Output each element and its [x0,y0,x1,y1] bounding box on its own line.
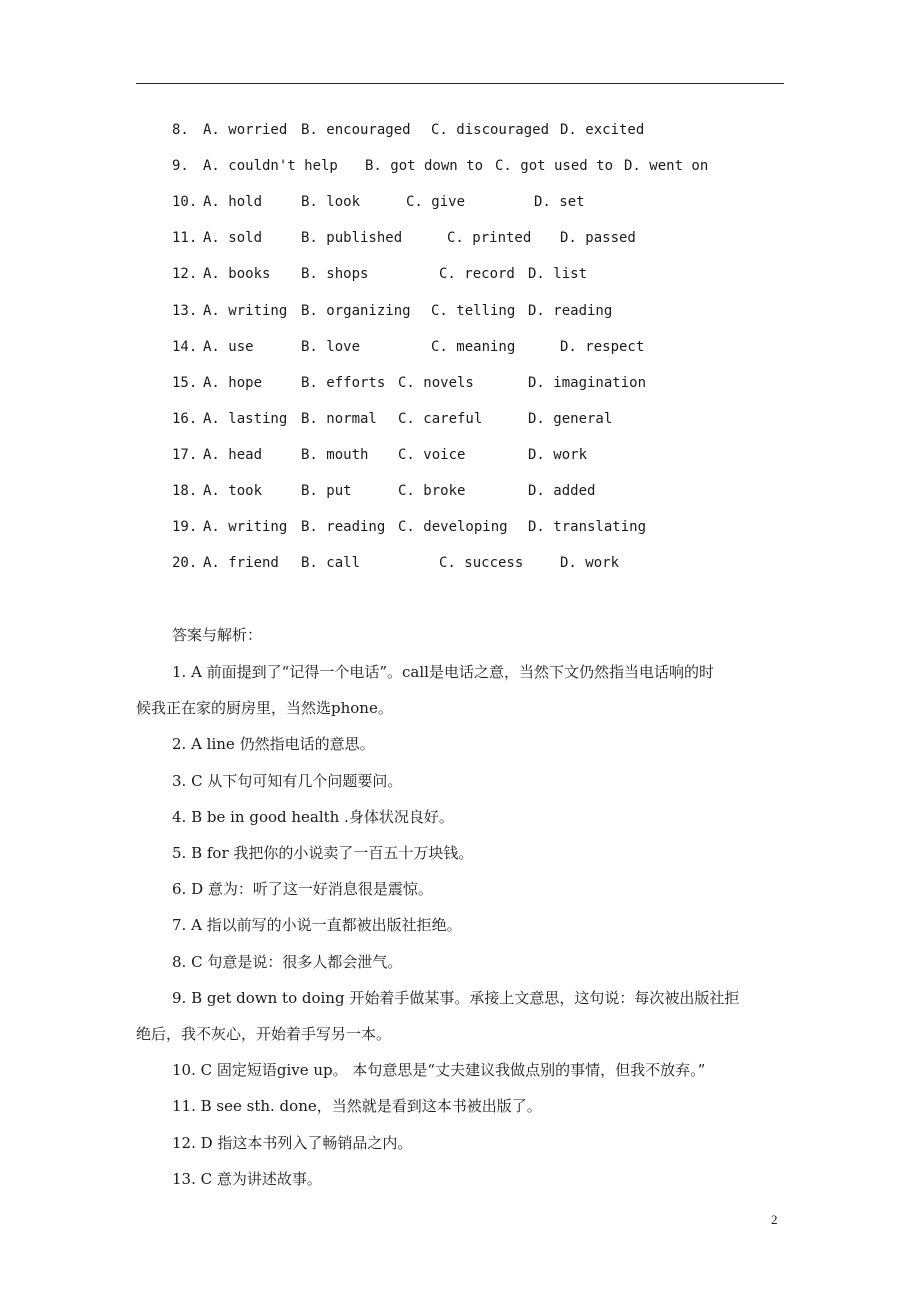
question-number: 13. [172,302,198,319]
question-number: 18. [172,483,198,499]
question-number: 8. [172,122,189,138]
option-d: D. translating [528,519,647,536]
question-number: 12. [172,266,198,283]
option-a: A. sold [203,230,263,247]
option-d: D. added [528,483,596,499]
option-a: A. hope [203,374,263,391]
option-b: B. put [301,483,352,499]
question-number: 10. [172,194,198,211]
option-d: D. work [528,446,588,463]
option-d: D. respect [560,338,645,355]
answer-explanation: 5. B for 我把你的小说卖了一百五十万块钱。 [172,844,474,862]
option-b: B. mouth [301,446,369,463]
option-b: B. got down to [365,158,484,175]
answer-explanation: 1. A 前面提到了“记得一个电话”。call是电话之意，当然下文仍然指当电话响的时 [172,663,714,681]
option-c: C. discouraged [431,122,550,138]
answer-explanation: 8. C 句意是说：很多人都会泄气。 [172,952,403,971]
option-d: D. work [560,555,620,572]
option-c: C. printed [447,230,532,247]
option-a: A. lasting [203,410,288,427]
option-a: A. couldn't help [203,158,338,175]
option-b: B. normal [301,410,377,427]
option-a: A. use [203,338,254,355]
answer-explanation: 4. B be in good health .身体状况良好。 [172,807,454,826]
option-c: C. broke [398,483,466,499]
option-c: C. novels [398,374,474,391]
question-number: 17. [172,446,198,463]
option-b: B. published [301,230,403,247]
answer-explanation: 11. B see sth. done，当然就是看到这本书被出版了。 [172,1097,542,1116]
option-b: B. organizing [301,302,411,319]
answer-explanation: 13. C 意为讲述故事。 [172,1169,322,1188]
answer-explanation: 2. A line 仍然指电话的意思。 [172,735,375,754]
question-number: 14. [172,338,198,355]
question-number: 9. [172,158,189,175]
question-number: 11. [172,230,198,247]
option-b: B. look [301,194,361,211]
option-b: B. encouraged [301,122,411,138]
option-b: B. call [301,555,361,572]
answer-explanation: 12. D 指这本书列入了畅销品之内。 [172,1133,413,1152]
answer-explanation-continued: 候我正在家的厨房里，当然选phone。 [136,699,393,718]
option-d: D. excited [560,122,645,138]
option-d: D. reading [528,302,613,319]
answer-explanation: 6. D 意为：听了这一好消息很是震惊。 [172,880,433,899]
option-a: A. head [203,446,263,463]
option-a: A. books [203,266,271,283]
question-number: 15. [172,374,198,391]
option-c: C. developing [398,519,508,536]
option-a: A. worried [203,122,288,138]
option-d: D. imagination [528,374,647,391]
option-c: C. voice [398,446,466,463]
option-b: B. love [301,338,361,355]
answers-heading: 答案与解析： [172,626,263,644]
page-number: 2 [771,1212,778,1227]
question-number: 20. [172,555,198,572]
option-c: C. record [439,266,515,283]
option-c: C. meaning [431,338,516,355]
option-d: D. list [528,266,588,283]
option-c: C. got used to [495,158,614,175]
answer-explanation-continued: 绝后，我不灰心，开始着手写另一本。 [136,1025,392,1043]
option-c: C. careful [398,410,483,427]
question-number: 16. [172,410,198,427]
option-a: A. writing [203,302,288,319]
option-d: D. passed [560,230,636,247]
option-d: D. general [528,410,613,427]
option-b: B. reading [301,519,386,536]
option-a: A. took [203,483,263,499]
question-number: 19. [172,519,198,536]
option-a: A. hold [203,194,263,211]
option-b: B. efforts [301,374,386,391]
answer-explanation: 3. C 从下句可知有几个问题要问。 [172,771,403,790]
answer-explanation: 7. A 指以前写的小说一直都被出版社拒绝。 [172,916,462,935]
option-a: A. writing [203,519,288,536]
option-c: C. success [439,555,524,572]
option-d: D. set [534,194,585,211]
answer-explanation: 9. B get down to doing 开始着手做某事。承接上文意思，这句说：每次被出版社拒 [172,988,740,1007]
option-d: D. went on [624,158,709,175]
header-rule [136,83,784,84]
option-a: A. friend [203,555,279,572]
option-c: C. telling [431,302,516,319]
option-b: B. shops [301,266,369,283]
answer-explanation: 10. C 固定短语give up。 本句意思是“丈夫建议我做点别的事情，但我不放弃。” [172,1061,706,1080]
option-c: C. give [406,194,466,211]
